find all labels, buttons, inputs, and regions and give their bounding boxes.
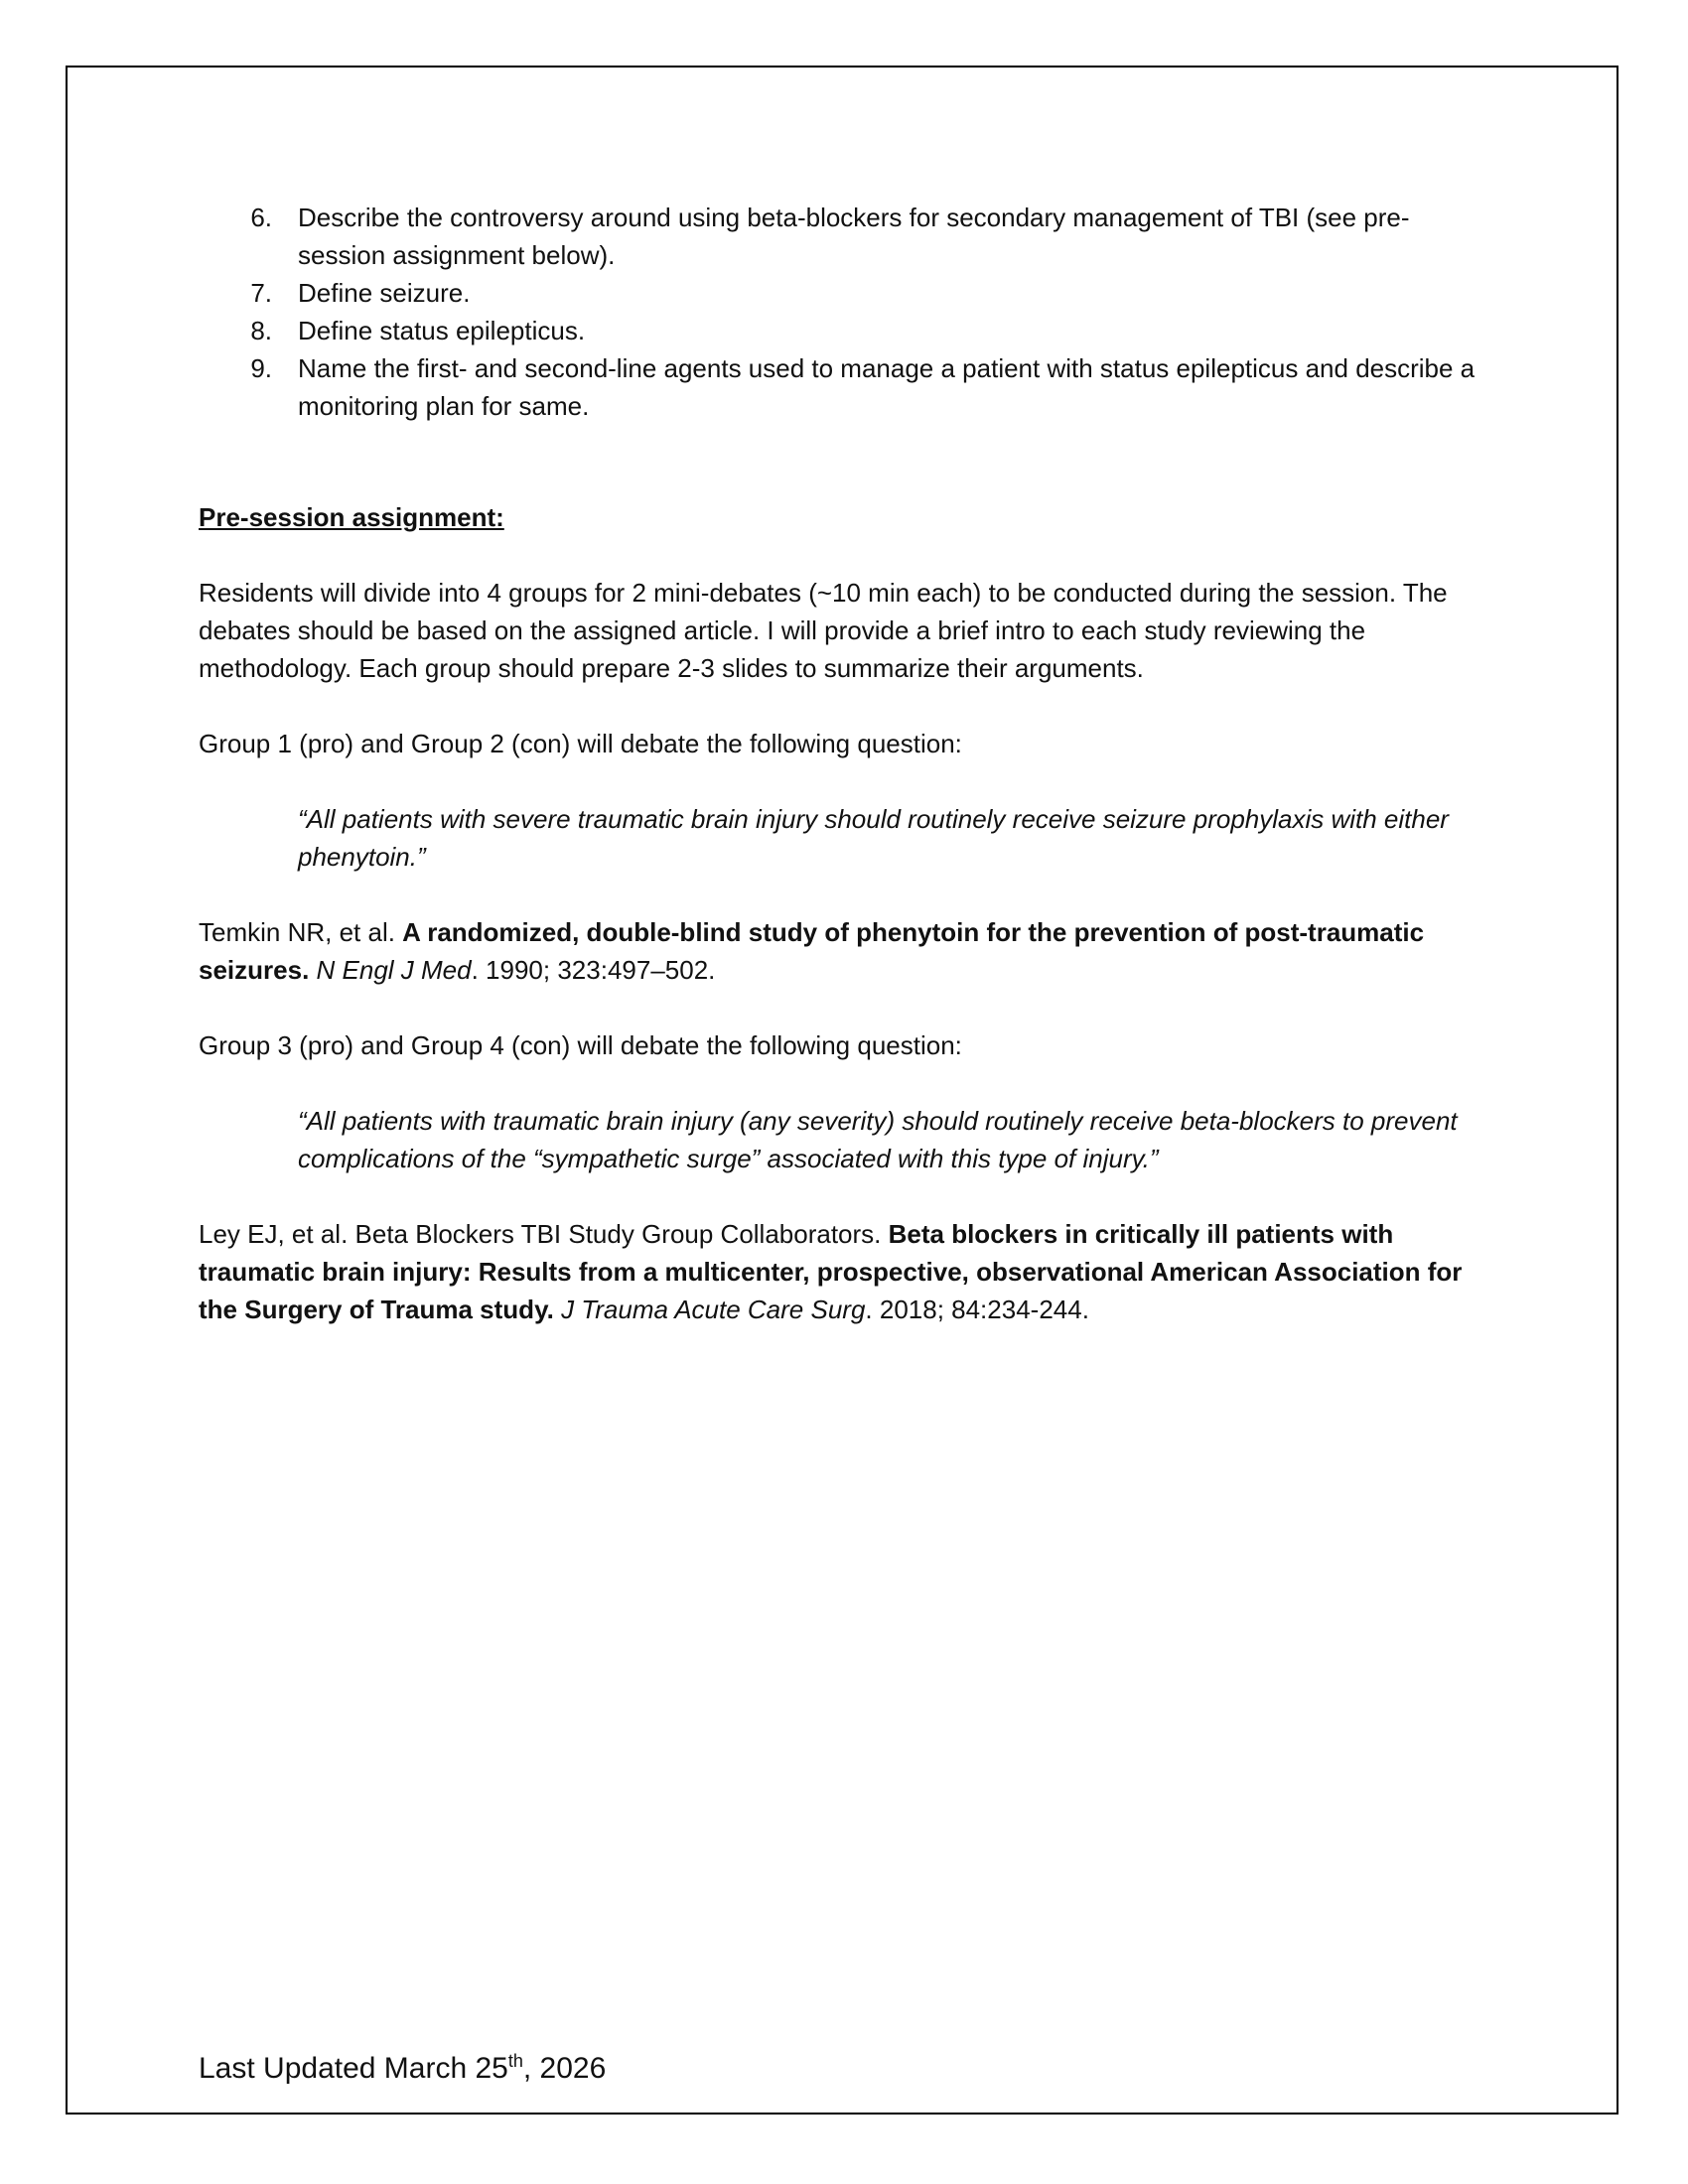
list-item-text: Define seizure. [298, 278, 471, 308]
list-item-number: 9. [250, 353, 272, 383]
debate2-quote: “All patients with traumatic brain injury (any severity) should routinely receive beta-blockers to prevent complications of the “sympathetic surge” associated with this type of injury.” [298, 1106, 1458, 1173]
debate1-question-intro: Group 1 (pro) and Group 2 (con) will debate the following question: [199, 729, 962, 758]
assignment-intro: Residents will divide into 4 groups for 2 mini-debates (~10 min each) to be conducted during the session. The debates should be based on the assigned article. I will provide a brief intro to each study reviewing the methodology. Each group should prepare 2-3 slides to summarize their arguments. [199, 578, 1448, 683]
list-item-number: 8. [250, 316, 272, 345]
reference-authors: Ley EJ, et al. Beta Blockers TBI Study Group Collaborators. [199, 1219, 889, 1249]
list-item-text: Define status epilepticus. [298, 316, 586, 345]
list-item-text: Name the first- and second-line agents used to manage a patient with status epilepticus and describe a monitoring plan for same. [298, 353, 1476, 421]
list-item-number: 6. [250, 203, 272, 232]
list-item-number: 7. [250, 278, 272, 308]
footer-suffix: , 2026 [522, 2052, 607, 2085]
last-updated-footer [199, 2049, 606, 2089]
list-item [199, 274, 1489, 312]
objectives-list [199, 199, 1489, 425]
reference-title: A randomized, double-blind study of phenytoin for the prevention of post-traumatic seizures. [199, 917, 1425, 985]
footer-superscript: th [507, 2051, 523, 2071]
reference-authors: Temkin NR, et al. [199, 917, 403, 947]
debate2-question-intro: Group 3 (pro) and Group 4 (con) will debate the following question: [199, 1030, 962, 1060]
reference-journal: N Engl J Med [316, 955, 472, 985]
list-item [199, 312, 1489, 349]
document-body [199, 199, 1489, 1328]
footer-prefix: Last Updated March 25 [199, 2052, 508, 2085]
section-heading: Pre-session assignment: [199, 502, 504, 532]
reference-title: Beta blockers in critically ill patients with traumatic brain injury: Results from a multicenter, prospective, observational American Association for the Surgery of Trauma study. [199, 1219, 1463, 1324]
debate2-reference [199, 1215, 1489, 1328]
list-item [199, 349, 1489, 425]
debate1-quote: “All patients with severe traumatic brain injury should routinely receive seizure prophylaxis with either phenytoin.” [298, 804, 1449, 872]
debate1-reference [199, 913, 1489, 989]
reference-details: . 2018; 84:234-244. [865, 1295, 1089, 1324]
reference-details: . 1990; 323:497–502. [471, 955, 716, 985]
list-item [199, 199, 1489, 274]
list-item-text: Describe the controversy around using beta-blockers for secondary management of TBI (see pre-session assignment below). [298, 203, 1410, 270]
reference-journal: J Trauma Acute Care Surg [561, 1295, 866, 1324]
